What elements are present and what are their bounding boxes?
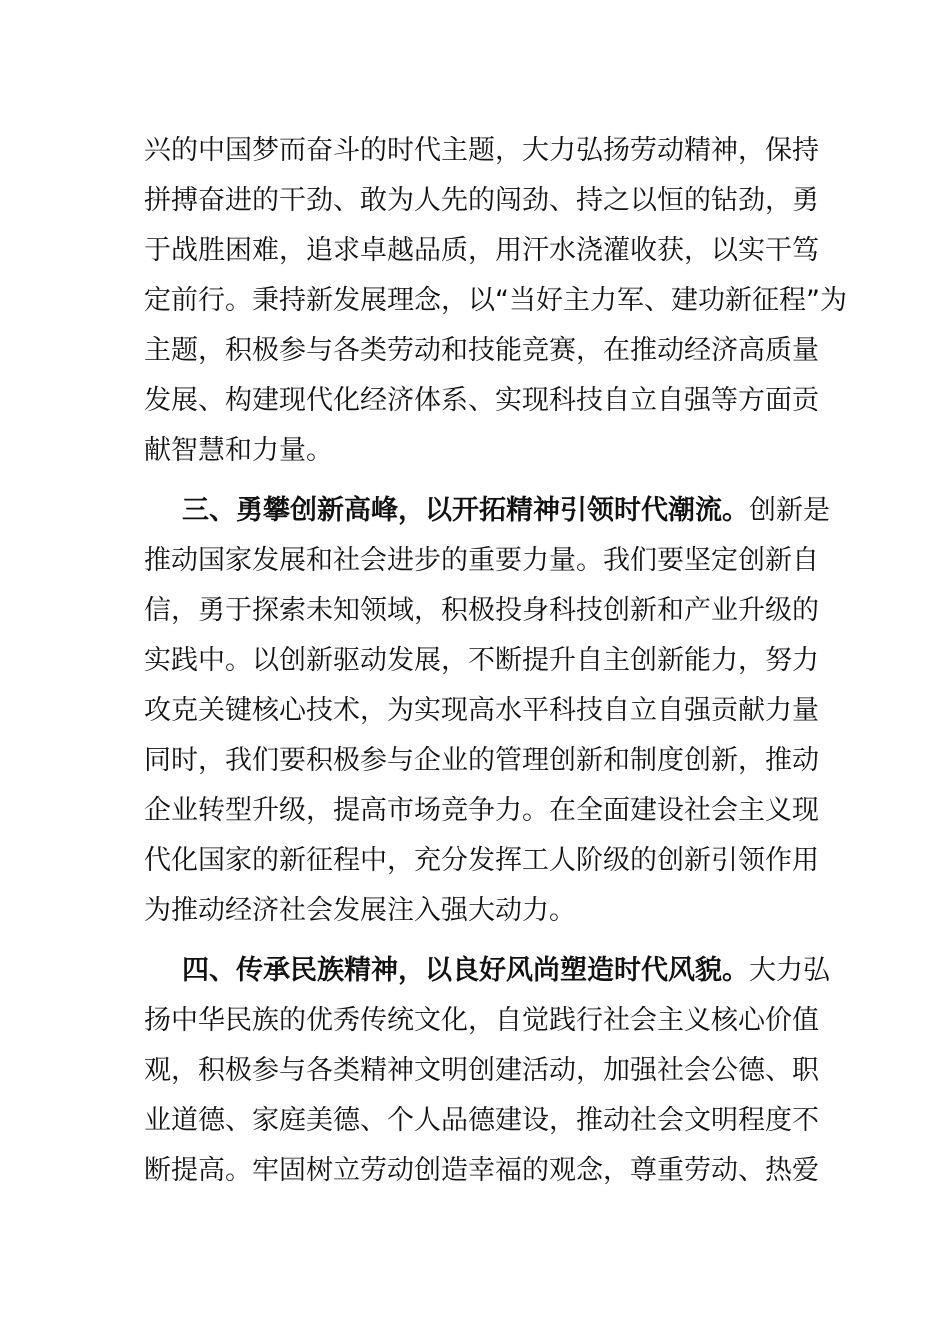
paragraph-text: 创新是 xyxy=(749,495,830,526)
paragraph-line: 观，积极参与各类精神文明创建活动，加强社会公德、职 xyxy=(144,1055,819,1086)
paragraph-line: 业道德、家庭美德、个人品德建设，推动社会文明程度不 xyxy=(144,1105,819,1136)
paragraph-line: 代化国家的新征程中，充分发挥工人阶级的创新引领作用 xyxy=(144,845,819,876)
paragraph-line: 于战胜困难，追求卓越品质，用汗水浇灌收获，以实干笃 xyxy=(144,235,819,266)
paragraph-first-line xyxy=(144,946,830,996)
paragraph-line: 攻克关键核心技术，为实现高水平科技自立自强贡献力量 xyxy=(144,695,819,726)
paragraph-1 xyxy=(144,126,847,476)
section-heading: 三、勇攀创新高峰，以开拓精神引领时代潮流。 xyxy=(182,495,749,526)
paragraph-line: 定前行。秉持新发展理念，以“当好主力军、建功新征程”为 xyxy=(144,285,847,316)
paragraph-line: 同时，我们要积极参与企业的管理创新和制度创新，推动 xyxy=(144,745,819,776)
paragraph-2 xyxy=(144,486,830,936)
paragraph-line: 发展、构建现代化经济体系、实现科技自立自强等方面贡 xyxy=(144,385,819,416)
paragraph-text: 大力弘 xyxy=(749,955,830,986)
paragraph-line: 拼搏奋进的干劲、敢为人先的闯劲、持之以恒的钻劲，勇 xyxy=(144,185,819,216)
paragraph-line: 断提高。牢固树立劳动创造幸福的观念，尊重劳动、热爱 xyxy=(144,1155,819,1186)
paragraph-line: 扬中华民族的优秀传统文化，自觉践行社会主义核心价值 xyxy=(144,1005,819,1036)
paragraph-line: 兴的中国梦而奋斗的时代主题，大力弘扬劳动精神，保持 xyxy=(144,135,819,166)
paragraph-line: 推动国家发展和社会进步的重要力量。我们要坚定创新自 xyxy=(144,545,819,576)
paragraph-line: 实践中。以创新驱动发展，不断提升自主创新能力，努力 xyxy=(144,645,819,676)
paragraph-3 xyxy=(144,946,830,1196)
paragraph-first-line xyxy=(144,486,830,536)
paragraph-line: 为推动经济社会发展注入强大动力。 xyxy=(144,895,576,926)
paragraph-line: 信，勇于探索未知领域，积极投身科技创新和产业升级的 xyxy=(144,595,819,626)
paragraph-line: 主题，积极参与各类劳动和技能竞赛，在推动经济高质量 xyxy=(144,335,819,366)
paragraph-line: 献智慧和力量。 xyxy=(144,435,333,466)
section-heading: 四、传承民族精神，以良好风尚塑造时代风貌。 xyxy=(182,955,749,986)
paragraph-line: 企业转型升级，提高市场竞争力。在全面建设社会主义现 xyxy=(144,795,819,826)
